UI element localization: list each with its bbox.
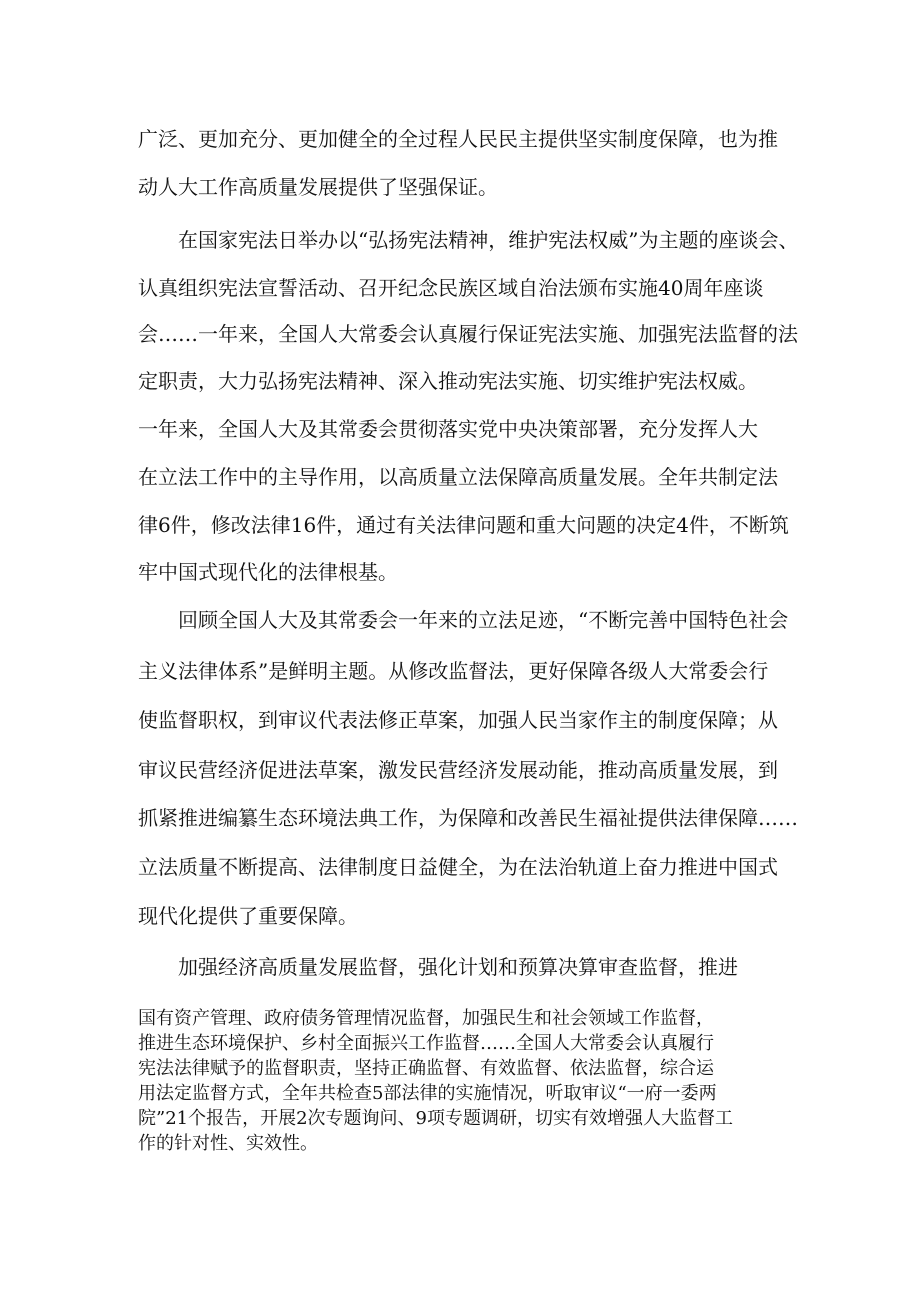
text-line: 律6件，修改法律16件，通过有关法律问题和重大问题的决定4件，不断筑 [138,513,789,537]
text-line: 现代化提供了重要保障。 [138,904,358,928]
text-line: 审议民营经济促进法草案，激发民营经济发展动能，推动高质量发展，到 [138,758,778,782]
text-line: 使监督职权，到审议代表法修正草案，加强人民当家作主的制度保障；从 [138,708,778,732]
text-line: 认真组织宪法宣誓活动、召开纪念民族区域自治法颁布实施40周年座谈 [138,276,764,300]
text-line: 广泛、更加充分、更加健全的全过程人民民主提供坚实制度保障，也为推 [138,127,778,151]
text-line: 用法定监督方式，全年共检查5部法律的实施情况，听取审议“一府一委两 [138,1083,717,1104]
text-line: 会……一年来，全国人大常委会认真履行保证宪法实施、加强宪法监督的法 [138,322,798,346]
text-line: 回顾全国人大及其常委会一年来的立法足迹，“不断完善中国特色社会 [138,608,789,632]
text-line: 院”21个报告，开展2次专题询问、9项专题调研，切实有效增强人大监督工 [138,1108,734,1129]
text-line: 动人大工作高质量发展提供了坚强保证。 [138,175,498,199]
text-line: 牢中国式现代化的法律根基。 [138,560,398,584]
text-line: 主义法律体系”是鲜明主题。从修改监督法，更好保障各级人大常委会行 [138,659,769,683]
text-line: 作的针对性、实效性。 [138,1133,318,1154]
text-line: 定职责，大力弘扬宪法精神、深入推动宪法实施、切实维护宪法权威。 [138,369,758,393]
text-line: 立法质量不断提高、法律制度日益健全，为在法治轨道上奋力推进中国式 [138,855,778,879]
text-line: 国有资产管理、政府债务管理情况监督，加强民生和社会领域工作监督， [138,1008,714,1029]
text-line: 加强经济高质量发展监督，强化计划和预算决算审查监督，推进 [138,955,738,979]
text-line: 宪法法律赋予的监督职责，坚持正确监督、有效监督、依法监督，综合运 [138,1058,714,1079]
text-line: 一年来，全国人大及其常委会贯彻落实党中央决策部署，充分发挥人大 [138,417,758,441]
text-line: 在国家宪法日举办以“弘扬宪法精神，维护宪法权威”为主题的座谈会、 [138,228,798,252]
text-line: 抓紧推进编纂生态环境法典工作，为保障和改善民生福祉提供法律保障…… [138,806,798,830]
text-line: 推进生态环境保护、乡村全面振兴工作监督……全国人大常委会认真履行 [138,1033,714,1054]
text-line: 在立法工作中的主导作用，以高质量立法保障高质量发展。全年共制定法 [138,465,778,489]
